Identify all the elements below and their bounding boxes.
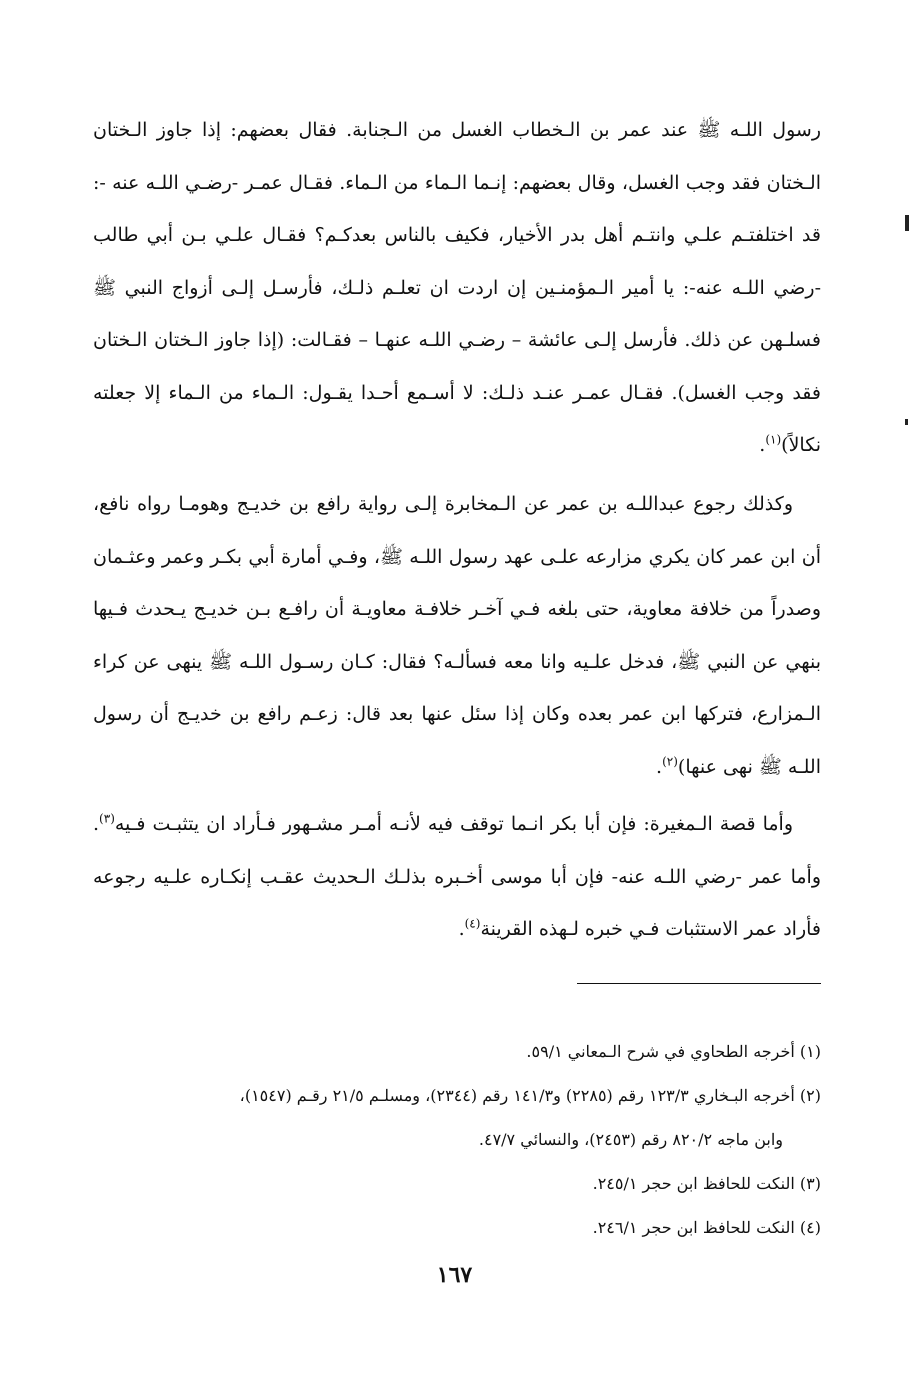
- paragraph-3-text-b: . وأما عمر -رضي اللـه عنه- فإن أبا موسى أخـبره بذلـك الـحديث عقـب إنكـاره علـيه رجوعه فأراد عمر الاستثبات فـي خبره لـهذه القرينة: [93, 813, 821, 940]
- paragraph-2-text: وكذلك رجوع عبداللـه بن عمر عن الـمخابرة إلـى رواية رافع بن خديـج وهومـا رواه نافع، أن ابن عمر كان يكري مزارعه علـى عهد رسول اللـه ﷺ، وفـي أمارة أبي بكـر وعمر وعثـمان وصدراً من خلافة معاوية، حتى بلغه فـي آخـر خلافـة معاويـة أن رافـع بـن خديـج يـحدث فـيها بنهي عن النبي ﷺ، فدخل علـيه وانا معه فسألـه؟ فقال: كـان رسـول اللـه ﷺ ينهى عن كراء الـمزارع، فتركها ابن عمر بعده وكان إذا سئل عنها بعد قال: زعـم رافع بن خديـج أن رسول اللـه ﷺ نهى عنها): [93, 493, 821, 778]
- scan-margin-dot: [905, 419, 908, 425]
- footnote-2-continuation: وابن ماجه ٨٢٠/٢ رقم (٢٤٥٣)، والنسائي ٤٧/٧.: [478, 1130, 783, 1149]
- paragraph-3-end: .: [458, 918, 465, 940]
- footnote-ref-2[interactable]: (٢): [662, 754, 678, 769]
- paragraph-2: [93, 478, 821, 793]
- paragraph-2-end: .: [656, 755, 663, 778]
- paragraph-1-text: رسول اللـه ﷺ عند عمر بن الـخطاب الغسل من الـجنابة. فقال بعضهم: إذا جاوز الـختان الـختان فقد وجب الغسل، وقال بعضهم: إنـما الـماء من الـماء. فقـال عمـر -رضـي اللـه عنه -: قد اختلفتـم علـي وانتـم أهل بدر الأخيار، فكيف بالناس بعدكـم؟ فقـال علـي بـن أبي طالب -رضي اللـه عنه-: يا أمير الـمؤمنـين إن اردت ان تعلـم ذلـك، فأرسـل إلـى أزواج النبي ﷺ فسلـهن عن ذلك. فأرسل إلـى عائشة – رضـي اللـه عنهـا – فقـالت: (إذا جاوز الـختان الـختان فقد وجب الغسل). فقـال عمـر عنـد ذلـك: لا أسـمع أحـدا يقـول: الـماء من الـماء إلا جعلته نكالاً): [93, 119, 821, 456]
- footnote-4: (٤) النكت للحافظ ابن حجر ٢٤٦/١.: [592, 1218, 821, 1237]
- paragraph-3: [93, 798, 821, 956]
- footnote-ref-3[interactable]: (٣): [99, 811, 115, 826]
- paragraph-3-text-a: وأما قصة الـمغيرة: فإن أبا بكر انـما توقف فيه لأنـه أمـر مشـهور فـأراد ان يتثبـت فـيه: [114, 813, 793, 835]
- page-number: ١٦٧: [436, 1262, 473, 1288]
- footnote-separator: [577, 983, 821, 984]
- footnote-ref-1[interactable]: (١): [765, 432, 782, 447]
- footnotes-list: [81, 1030, 821, 1250]
- paragraph-1: [93, 104, 821, 472]
- scan-margin-mark: [905, 215, 909, 231]
- paragraph-1-end: .: [759, 434, 766, 456]
- footnote-1: (١) أخرجه الطحاوي في شرح الـمعاني ٥٩/١.: [526, 1042, 821, 1061]
- footnote-3: (٣) النكت للحافظ ابن حجر ٢٤٥/١.: [592, 1174, 821, 1193]
- footnote-ref-4[interactable]: (٤): [464, 916, 481, 931]
- footnote-2: (٢) أخرجه البـخاري ١٢٣/٣ رقم (٢٢٨٥) و١٤١/٣ رقم (٢٣٤٤)، ومسلـم ٢١/٥ رقـم (١٥٤٧)،: [239, 1086, 821, 1105]
